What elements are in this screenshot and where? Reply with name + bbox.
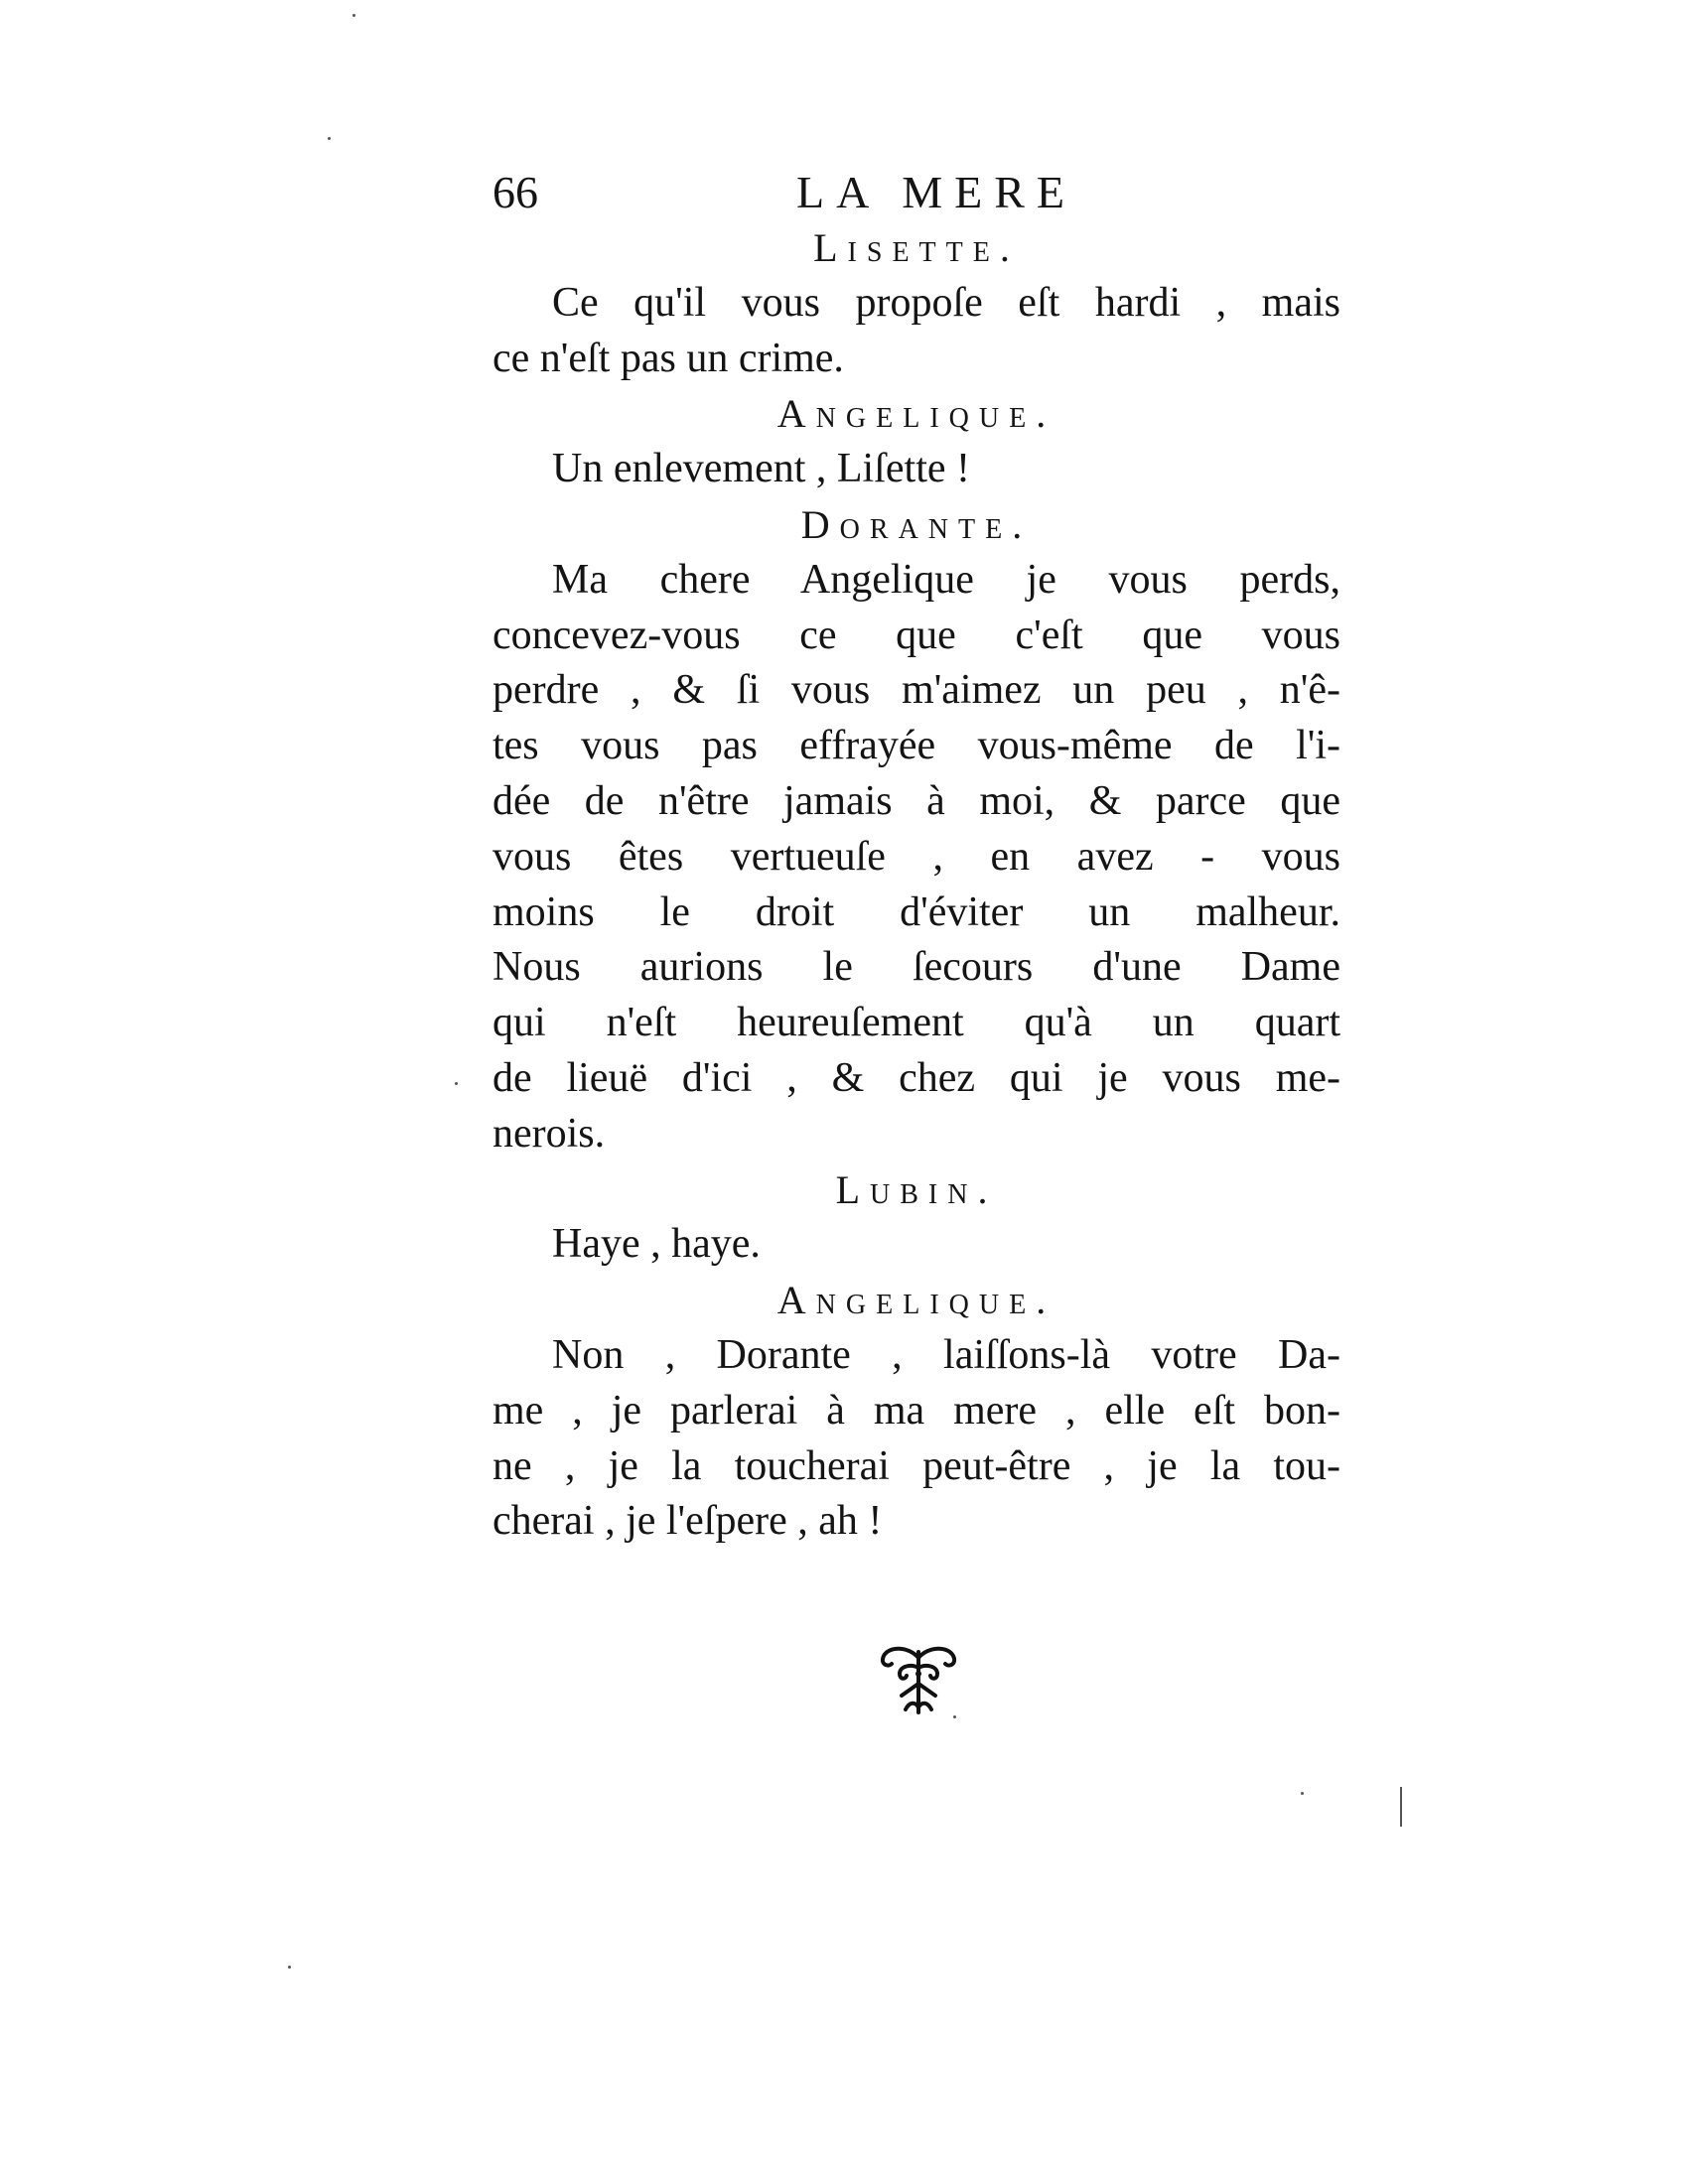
text-line: vous êtes vertueuſe , en avez - vous [492,833,1340,880]
play-text [492,220,1340,1550]
paper-speck [352,14,355,17]
text-line: tes vous pas effrayée vous-même de l'i- [492,723,1340,769]
text-line: perdre , & ſi vous m'aimez un peu , n'ê- [492,667,1340,714]
running-title: LA MERE [795,167,1077,217]
text-line: dée de n'être jamais à moi, & parce que [492,777,1340,824]
page-number: 66 [492,167,538,217]
text-line: cherai , je l'eſpere , ah ! [492,1498,883,1545]
fleuron-ornament-icon [874,1638,963,1727]
paper-speck [1301,1792,1304,1795]
paper-speck [455,1082,458,1085]
text-line: concevez-vous ce que c'eſt que vous [492,612,1340,658]
text-line: ne , je la toucherai peut-être , je la tou- [492,1442,1340,1489]
text-line: Ma chere Angelique je vous perds, [552,556,1340,603]
page-header [492,165,1340,220]
text-line: Haye , haye. [552,1221,761,1268]
speaker-name: Dorante. [800,501,1033,547]
speaker-name: Angelique. [776,1278,1056,1323]
paper-mark [1400,1787,1402,1827]
text-line: me , je parlerai à ma mere , elle eſt bon- [492,1387,1340,1433]
text-line: Un enlevement , Liſette ! [552,446,971,492]
speaker-name: Liſette. [813,225,1020,270]
text-line: de lieuë d'ici , & chez qui je vous me- [492,1054,1340,1101]
text-line: ce n'eſt pas un crime. [492,335,844,381]
paper-speck [288,1966,291,1969]
text-line: Non , Dorante , laiſſons-là votre Da- [552,1331,1340,1378]
text-line: moins le droit d'éviter un malheur. [492,888,1340,935]
speaker-name: Angelique. [776,391,1056,437]
text-line: Nous aurions le ſecours d'une Dame [492,944,1340,991]
paper-speck [328,137,331,140]
paper-speck [953,1715,956,1718]
book-page [492,165,1340,1550]
text-line: nerois. [492,1110,606,1157]
text-line: Ce qu'il vous propoſe eſt hardi , mais [552,279,1340,326]
speaker-name: Lubin. [835,1166,998,1212]
text-line: qui n'eſt heureuſement qu'à un quart [492,1000,1340,1046]
